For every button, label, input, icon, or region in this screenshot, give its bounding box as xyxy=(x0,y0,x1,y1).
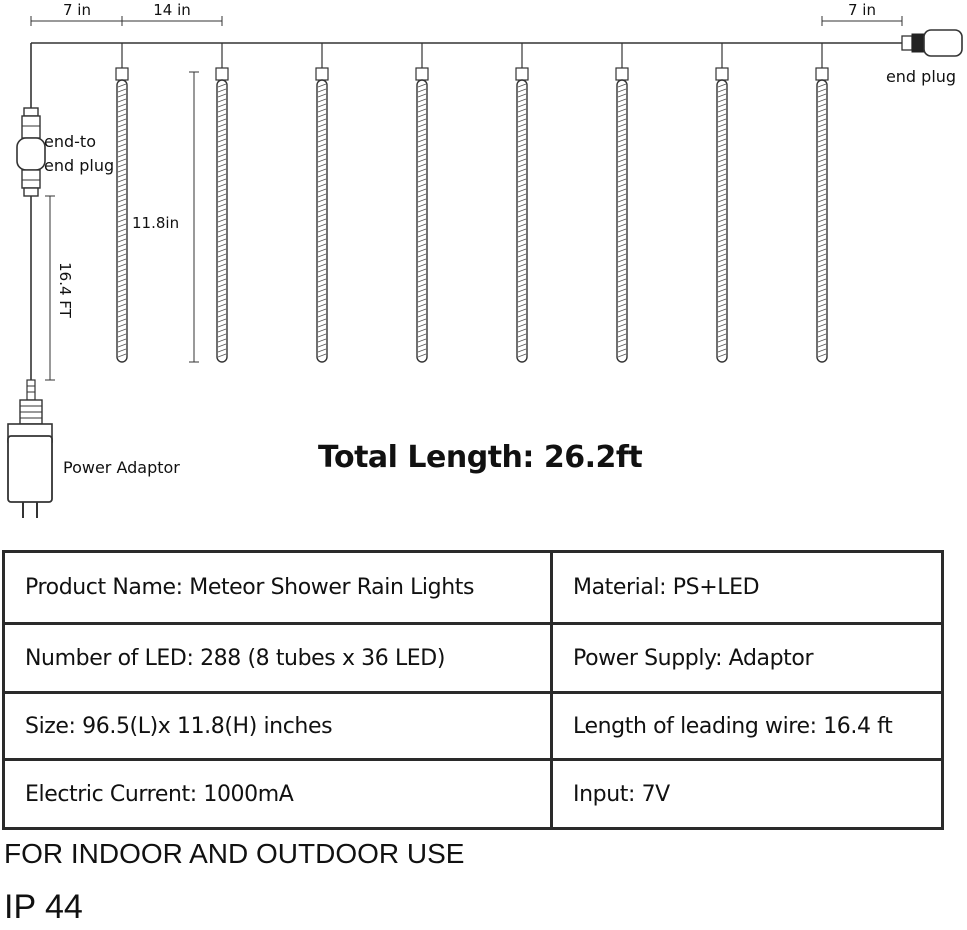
table-row xyxy=(4,693,943,760)
light-tubes xyxy=(116,43,828,362)
spec-table xyxy=(2,550,944,830)
end-plug xyxy=(902,30,962,56)
spec-lead-wire: Length of leading wire: 16.4 ft xyxy=(552,693,943,760)
table-row xyxy=(4,552,943,624)
total-length: Total Length: 26.2ft xyxy=(318,440,643,475)
usage-note: FOR INDOOR AND OUTDOOR USE xyxy=(4,838,465,869)
left-spacing-label: 7 in xyxy=(63,1,91,19)
end-plug-label: end plug xyxy=(885,67,957,86)
spec-material: Material: PS+LED xyxy=(552,552,943,624)
table-row xyxy=(4,760,943,829)
spec-power-supply: Power Supply: Adaptor xyxy=(552,624,943,693)
light-tube xyxy=(616,43,628,362)
power-adaptor-label: Power Adaptor xyxy=(63,458,180,477)
tube-height-label: 11.8in xyxy=(132,214,180,232)
light-tube xyxy=(116,43,128,362)
spec-size: Size: 96.5(L)x 11.8(H) inches xyxy=(4,693,552,760)
light-tube xyxy=(216,43,228,362)
table-row xyxy=(4,624,943,693)
power-adaptor xyxy=(8,380,52,518)
light-tube xyxy=(716,43,728,362)
lead-wire-length-label: 16.4 FT xyxy=(56,262,74,318)
spec-led-count: Number of LED: 288 (8 tubes x 36 LED) xyxy=(4,624,552,693)
right-spacing-label: 7 in xyxy=(848,1,876,19)
light-tube xyxy=(816,43,828,362)
light-tube xyxy=(316,43,328,362)
light-tube xyxy=(516,43,528,362)
tube-spacing-label: 14 in xyxy=(153,1,191,19)
spec-product-name: Product Name: Meteor Shower Rain Lights xyxy=(4,552,552,624)
spec-current: Electric Current: 1000mA xyxy=(4,760,552,829)
end-to-end-label-line2: end plug xyxy=(44,156,115,175)
ip-rating: IP 44 xyxy=(4,888,83,926)
end-to-end-plug xyxy=(17,108,45,196)
end-to-end-label-line1: end-to xyxy=(44,132,96,151)
light-tube xyxy=(416,43,428,362)
spec-input: Input: 7V xyxy=(552,760,943,829)
